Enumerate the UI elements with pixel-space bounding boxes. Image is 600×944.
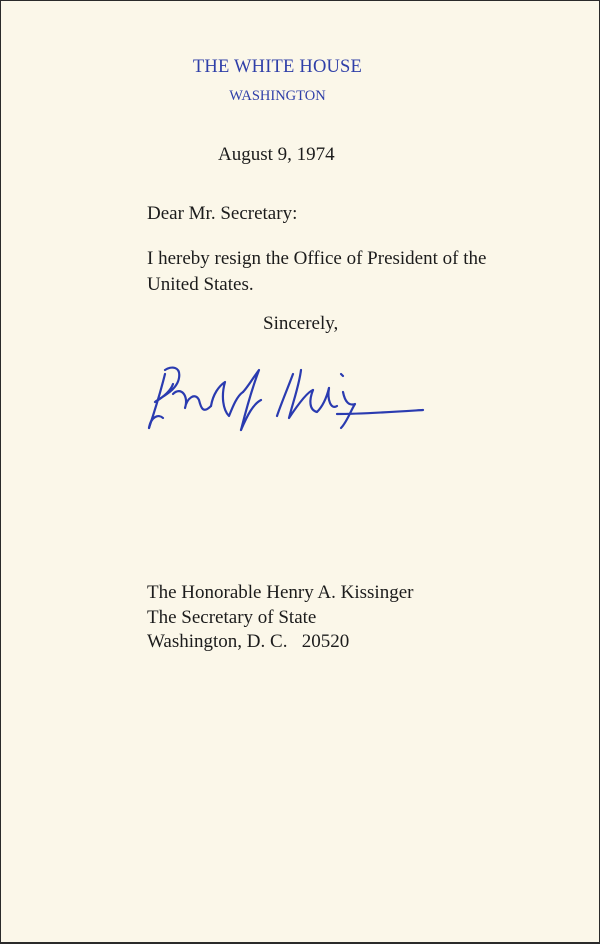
letter-page: [1, 1, 599, 942]
letterhead-organization: THE WHITE HOUSE: [192, 57, 363, 77]
letter-salutation: Dear Mr. Secretary:: [147, 203, 298, 224]
letter-closing: Sincerely,: [263, 313, 339, 334]
letter-date: August 9, 1974: [218, 144, 335, 165]
recipient-title: The Secretary of State: [147, 606, 317, 628]
recipient-name: The Honorable Henry A. Kissinger: [147, 582, 414, 603]
recipient-city-zip: Washington, D. C. 20520: [147, 631, 350, 652]
handwritten-signature: [141, 356, 431, 436]
recipient-address: [147, 581, 413, 655]
letter-body: I hereby resign the Office of President of the United States.: [147, 248, 487, 295]
letterhead-city: WASHINGTON: [229, 88, 326, 104]
